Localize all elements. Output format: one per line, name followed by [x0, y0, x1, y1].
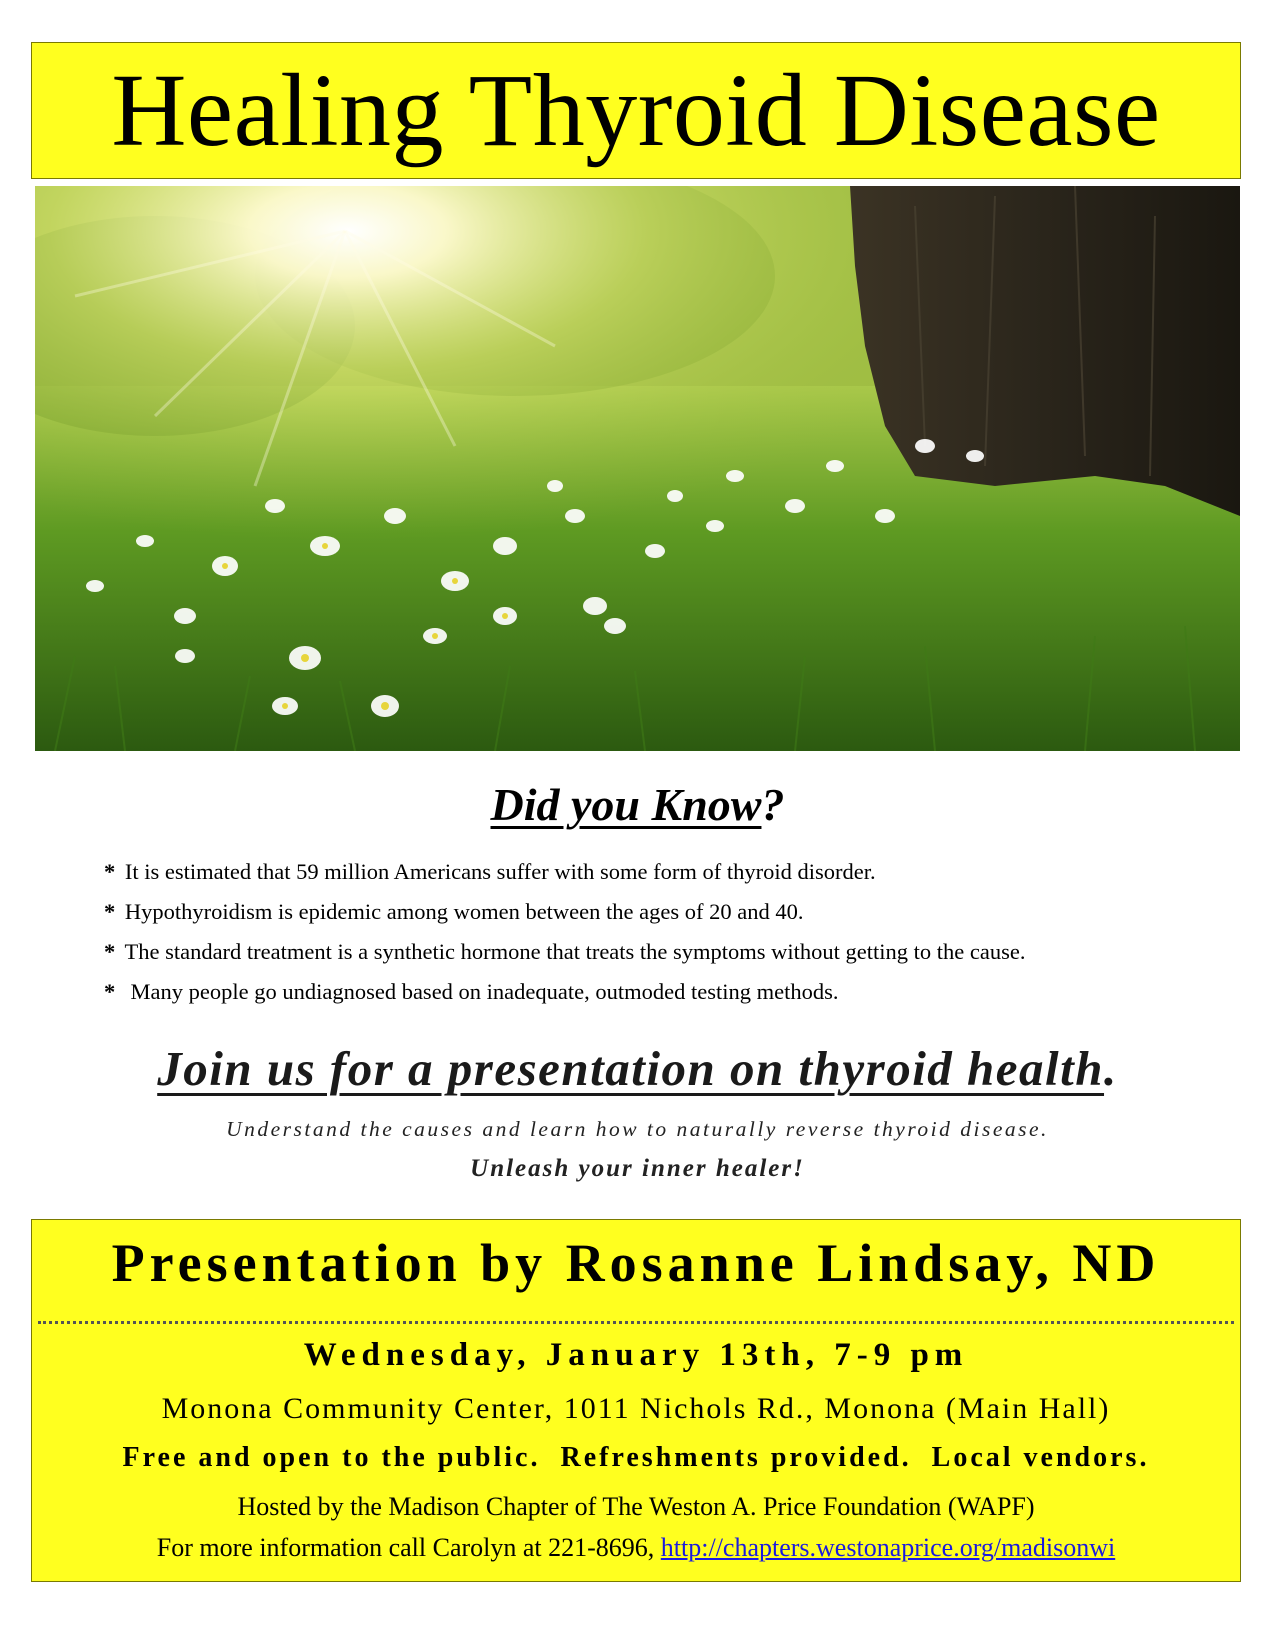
- dotted-divider: [38, 1321, 1234, 1324]
- presenter-heading: Presentation by Rosanne Lindsay, ND: [111, 1233, 1161, 1293]
- meadow-photo: [35, 186, 1240, 751]
- page-title: Healing Thyroid Disease: [111, 52, 1161, 168]
- event-host: Hosted by the Madison Chapter of The Weston A. Price Foundation (WAPF): [237, 1492, 1035, 1521]
- bullet-star: *: [104, 899, 116, 924]
- fact-item: [104, 932, 1224, 972]
- did-you-know-question-mark: ?: [761, 779, 785, 830]
- title-banner: [31, 42, 1241, 179]
- fact-item: [104, 892, 1224, 932]
- bullet-star: *: [104, 859, 116, 884]
- fact-item: [104, 972, 1224, 1012]
- event-info-box: [31, 1219, 1241, 1582]
- contact-text: For more information call Carolyn at 221-8696,: [156, 1533, 661, 1562]
- fact-text: Hypothyroidism is epidemic among women between the ages of 20 and 40.: [124, 899, 804, 924]
- contact-line: [32, 1533, 1240, 1563]
- join-period: .: [1104, 1041, 1118, 1096]
- fact-text: Many people go undiagnosed based on inadequate, outmoded testing methods.: [124, 979, 839, 1004]
- event-date-time: Wednesday, January 13th, 7-9 pm: [303, 1337, 969, 1373]
- fact-text: The standard treatment is a synthetic hormone that treats the symptoms without getting to the cause.: [124, 939, 1026, 964]
- did-you-know-heading: [0, 778, 1275, 831]
- fact-item: [104, 852, 1224, 892]
- join-text: Join us for a presentation on thyroid health: [157, 1041, 1105, 1096]
- join-heading: [0, 1040, 1275, 1097]
- event-location: Monona Community Center, 1011 Nichols Rd., Monona (Main Hall): [161, 1392, 1111, 1425]
- did-you-know-text: Did you Know: [490, 779, 762, 830]
- chapter-website-link[interactable]: http://chapters.westonaprice.org/madisonwi: [660, 1533, 1116, 1562]
- bullet-star: *: [104, 939, 116, 964]
- fact-text: It is estimated that 59 million Americans suffer with some form of thyroid disorder.: [124, 859, 876, 884]
- facts-list: [104, 852, 1224, 1012]
- event-details: Free and open to the public. Refreshments provided. Local vendors.: [122, 1442, 1150, 1473]
- tagline: Understand the causes and learn how to naturally reverse thyroid disease.: [226, 1117, 1049, 1141]
- bullet-star: *: [104, 979, 116, 1004]
- call-to-action: Unleash your inner healer!: [470, 1155, 805, 1182]
